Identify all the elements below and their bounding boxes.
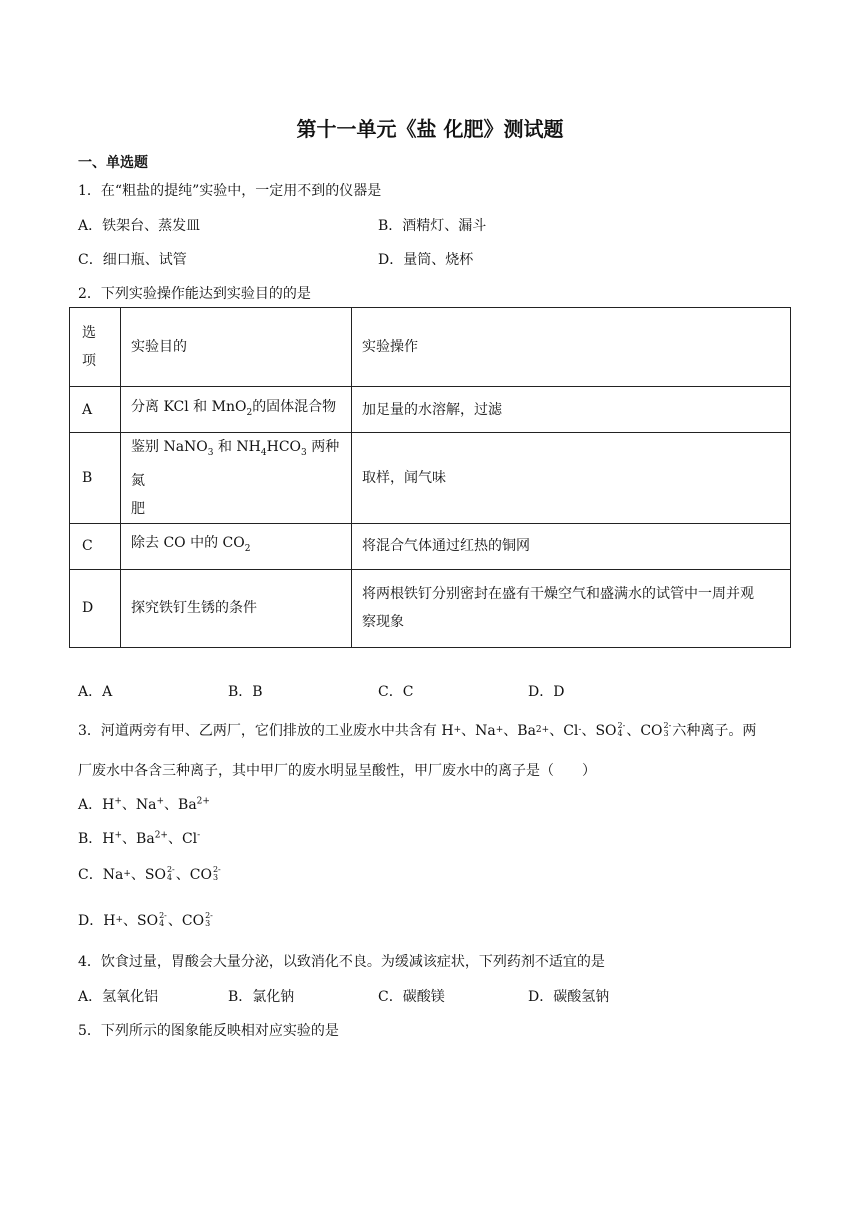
page-title: 第十一单元《盐 化肥》测试题: [296, 117, 564, 141]
q2-option-d: D．D: [528, 684, 565, 700]
question-2-stem: 2．下列实验操作能达到实验目的的是: [78, 286, 311, 302]
q3-option-c: C．Na + 、SO 2- 4 、CO 2- 3: [78, 865, 221, 883]
row-operation: 加足量的水溶解，过滤: [352, 387, 791, 433]
q2-option-a: A．A: [78, 684, 113, 700]
table-row: [70, 569, 791, 647]
row-operation: 将两根铁钉分别密封在盛有干燥空气和盛满水的试管中一周并观 察现象: [352, 569, 791, 647]
q3-option-d: D．H + 、SO 2- 4 、CO 2- 3: [78, 911, 213, 929]
q3-option-b: B．H+、$Ba^{2+}$、Cl-: [78, 830, 201, 847]
question-5-stem: 5．下列所示的图象能反映相对应实验的是: [78, 1023, 339, 1039]
row-key: D: [70, 569, 121, 647]
header-option-line1: 选: [82, 325, 96, 341]
header-option-cell: [70, 308, 121, 387]
header-operation-cell: 实验操作: [352, 308, 791, 387]
row-goal: 鉴别 NaNO$_3$ 和 $NH_4HCO_3$ 两种氮 肥: [121, 433, 352, 524]
row-goal: 探究铁钉生锈的条件: [121, 569, 352, 647]
table-header-row: [70, 308, 791, 387]
q1-option-c: C．细口瓶、试管: [78, 252, 187, 268]
row-operation: 取样，闻气味: [352, 433, 791, 524]
row-operation: 将混合气体通过红热的铜网: [352, 523, 791, 569]
q3-option-a: A．H+、Na+、$Ba^{2+}$: [78, 796, 210, 813]
q2-option-b: B．B: [228, 684, 263, 700]
q4-option-a: A．氢氧化铝: [78, 989, 159, 1005]
row-key: C: [70, 523, 121, 569]
question-3-stem-line1: 3．河道两旁有甲、乙两厂，它们排放的工业废水中共含有 H + 、Na + 、Ba 2+ 、Cl - 、SO 2- 4 、CO 2- 3 六种离子。两: [78, 721, 757, 739]
q1-option-a: A．铁架台、蒸发皿: [78, 218, 201, 234]
question-1-stem: 1．在“粗盐的提纯”实验中，一定用不到的仪器是: [78, 183, 382, 199]
q2-option-c: C．C: [378, 684, 414, 700]
row-key: A: [70, 387, 121, 433]
q4-option-d: D．碳酸氢钠: [528, 989, 610, 1005]
table-row: [70, 433, 791, 524]
q4-option-c: C．碳酸镁: [378, 989, 445, 1005]
q1-option-b: B．酒精灯、漏斗: [378, 218, 487, 234]
header-goal-cell: 实验目的: [121, 308, 352, 387]
row-key: B: [70, 433, 121, 524]
experiment-table: [69, 307, 791, 648]
q4-option-b: B．氯化钠: [228, 989, 295, 1005]
row-goal: 分离 KCl 和 MnO$_2$的固体混合物: [121, 387, 352, 433]
table-row: [70, 387, 791, 433]
question-4-stem: 4．饮食过量，胃酸会大量分泌，以致消化不良。为缓减该症状，下列药剂不适宜的是: [78, 954, 605, 970]
q1-option-d: D．量筒、烧杯: [378, 252, 474, 268]
section-heading: 一、单选题: [78, 155, 148, 171]
table-row: [70, 523, 791, 569]
question-3-stem-line2: 厂废水中各含三种离子，其中甲厂的废水明显呈酸性，甲厂废水中的离子是（ ）: [78, 763, 596, 779]
header-option-line2: 项: [82, 353, 96, 369]
row-goal: 除去 CO 中的 $CO_2$: [121, 523, 352, 569]
